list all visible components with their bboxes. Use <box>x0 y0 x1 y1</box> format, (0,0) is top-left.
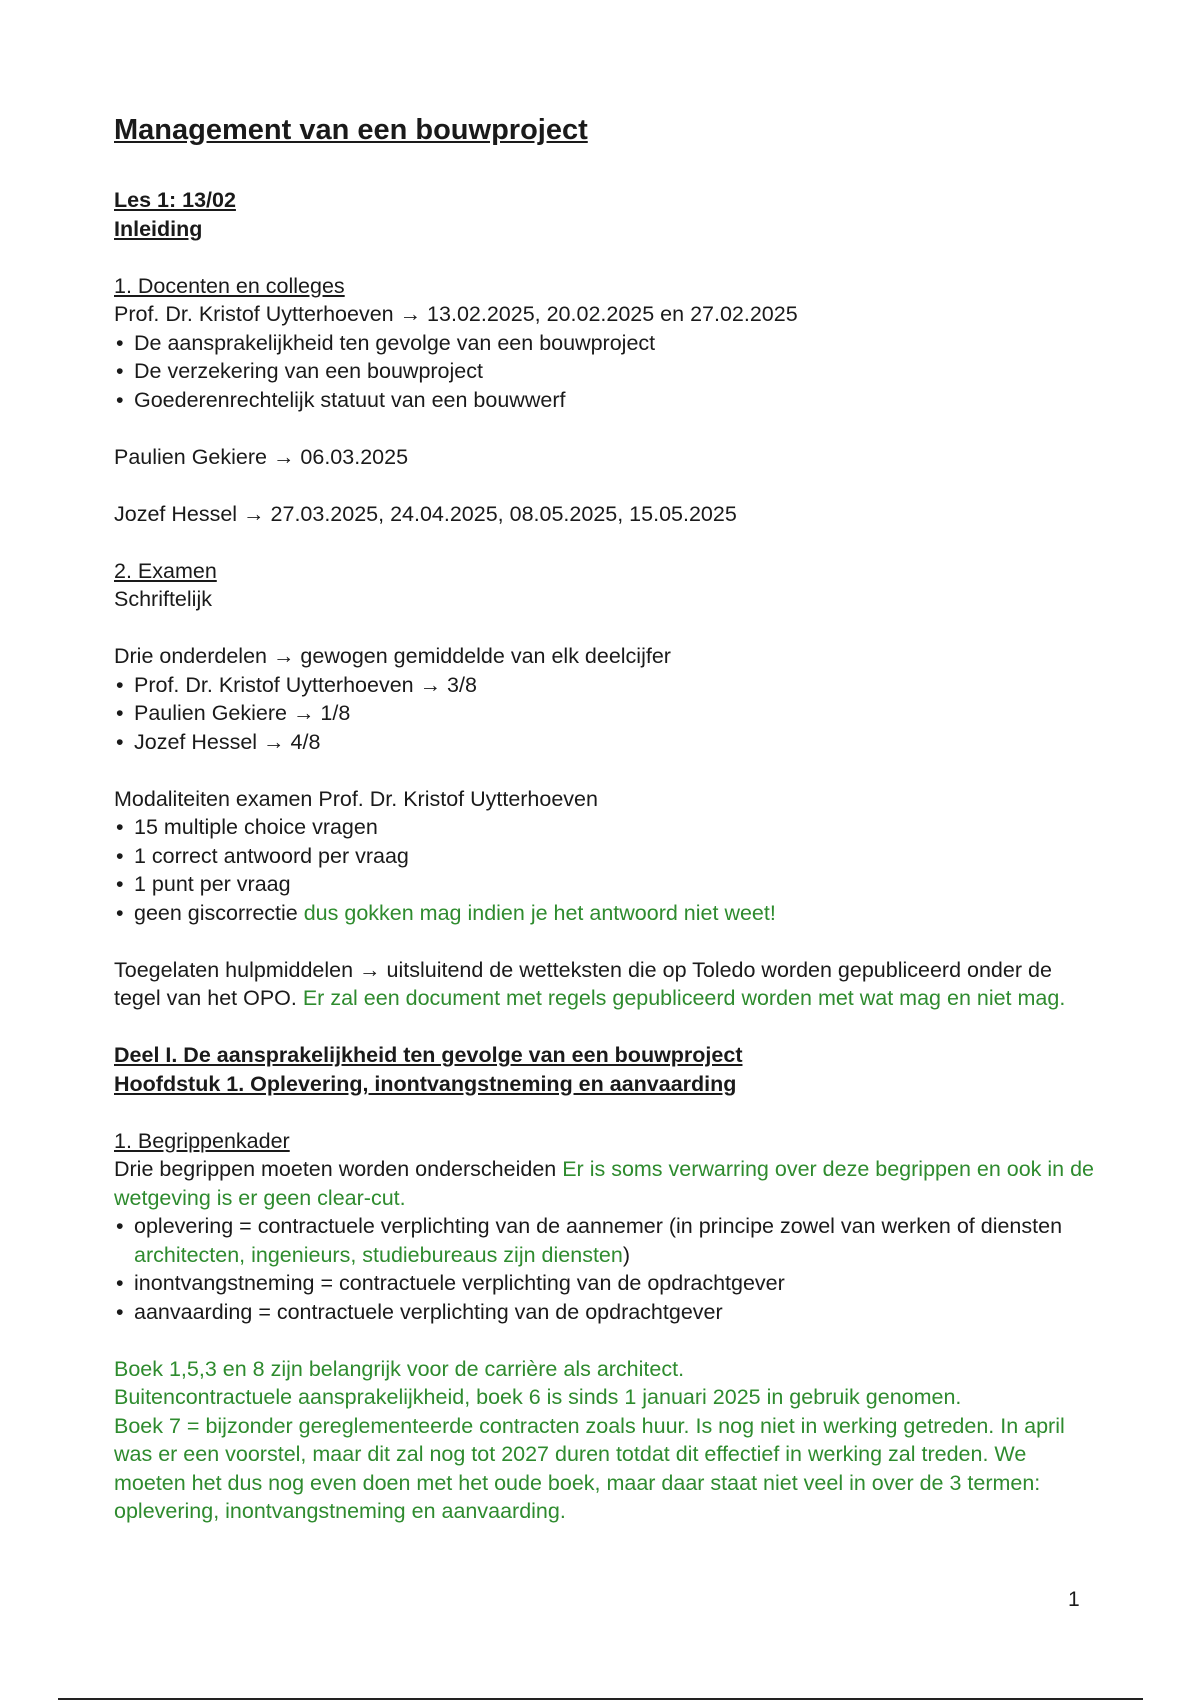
exam-modalities-intro: Modaliteiten examen Prof. Dr. Kristof Uytterhoeven <box>114 786 598 811</box>
list-item: • inontvangstneming = contractuele verplichting van de opdrachtgever <box>114 1269 1099 1298</box>
allowed-aids-paragraph <box>114 956 1099 1013</box>
spacer <box>114 528 1099 557</box>
spacer <box>114 756 1099 785</box>
green-note: Boek 1,5,3 en 8 zijn belangrijk voor de carrière als architect. <box>114 1356 685 1381</box>
list-item: • Prof. Dr. Kristof Uytterhoeven → 3/8 <box>114 671 1099 700</box>
exam-parts-intro: Drie onderdelen → gewogen gemiddelde van elk deelcijfer <box>114 644 671 668</box>
green-note: Er is soms verwarring over deze begrippen en ook in de wetgeving is er geen clear-cut. <box>114 1157 1095 1210</box>
concepts-intro-text: Drie begrippen moeten worden onderscheiden <box>114 1157 557 1181</box>
lesson-topic: Inleiding <box>114 216 203 241</box>
spacer <box>114 243 1099 272</box>
chapter-heading: Hoofdstuk 1. Oplevering, inontvangstneming en aanvaarding <box>114 1071 737 1096</box>
list-item: • 15 multiple choice vragen <box>114 813 1099 842</box>
exam-modalities-list <box>114 813 1099 927</box>
spacer <box>114 614 1099 643</box>
list-item <box>114 1212 1099 1269</box>
list-item: • Goederenrechtelijk statuut van een bouwwerf <box>114 386 1099 415</box>
spacer <box>114 1326 1099 1355</box>
part-heading: Deel I. De aansprakelijkheid ten gevolge van een bouwproject <box>114 1043 743 1067</box>
allowed-aids-text: Toegelaten hulpmiddelen → uitsluitend de wetteksten die op Toledo worden gepubliceerd onder de tegel van het OPO. <box>114 957 1052 1010</box>
green-note: Boek 7 = bijzonder gereglementeerde contracten zoals huur. Is nog niet in werking getreden. In april was er een voorstel, maar dit zal nog tot 2027 duren totdat dit effectief in werking zal treden. We moeten het dus nog even doen met het oude boek, maar daar staat niet veel in over de 3 termen: oplevering, inontvangstneming en aanvaarding. <box>114 1413 1065 1523</box>
list-item: • De aansprakelijkheid ten gevolge van een bouwproject <box>114 329 1099 358</box>
list-item: • De verzekering van een bouwproject <box>114 357 1099 386</box>
section-heading-examen: 2. Examen <box>114 558 217 583</box>
spacer <box>114 927 1099 956</box>
exam-parts-list <box>114 671 1099 757</box>
closing-paren: ) <box>622 1242 631 1267</box>
green-note: architecten, ingenieurs, studiebureaus zijn diensten <box>134 1242 623 1267</box>
lecturer-2: Paulien Gekiere → 06.03.2025 <box>114 444 409 469</box>
page-number: 1 <box>1068 1588 1080 1611</box>
concepts-list <box>114 1212 1099 1326</box>
list-item-text: geen giscorrectie <box>134 900 298 925</box>
list-item: • Jozef Hessel → 4/8 <box>114 728 1099 757</box>
green-note: Buitencontractuele aansprakelijkheid, boek 6 is sinds 1 januari 2025 in gebruik genomen. <box>114 1385 962 1409</box>
lecturer-3: Jozef Hessel → 27.03.2025, 24.04.2025, 08.05.2025, 15.05.2025 <box>114 501 737 526</box>
section-heading-begrippenkader: 1. Begrippenkader <box>114 1128 290 1153</box>
list-item: • Paulien Gekiere → 1/8 <box>114 699 1099 728</box>
lesson-label: Les 1: 13/02 <box>114 188 236 212</box>
spacer <box>114 471 1099 500</box>
lecturer-1: Prof. Dr. Kristof Uytterhoeven → 13.02.2025, 20.02.2025 en 27.02.2025 <box>114 302 798 326</box>
lecturer-1-topics <box>114 329 1099 415</box>
document-body <box>114 112 1099 1526</box>
green-note: dus gokken mag indien je het antwoord niet weet! <box>303 900 776 925</box>
exam-type: Schriftelijk <box>114 587 212 611</box>
spacer <box>114 1013 1099 1042</box>
green-note: Er zal een document met regels gepubliceerd worden met wat mag en niet mag. <box>302 986 1066 1010</box>
list-item: • aanvaarding = contractuele verplichting van de opdrachtgever <box>114 1298 1099 1327</box>
page-title: Management van een bouwproject <box>114 114 588 146</box>
list-item <box>114 899 1099 928</box>
green-notes-block <box>114 1355 1099 1526</box>
list-item: • 1 punt per vraag <box>114 870 1099 899</box>
concepts-intro <box>114 1155 1099 1212</box>
list-item-text: oplevering = contractuele verplichting van de aannemer (in principe zowel van werken of diensten <box>134 1214 1063 1238</box>
list-item: • 1 correct antwoord per vraag <box>114 842 1099 871</box>
section-heading-docenten: 1. Docenten en colleges <box>114 273 345 298</box>
spacer <box>114 414 1099 443</box>
spacer <box>114 1098 1099 1127</box>
